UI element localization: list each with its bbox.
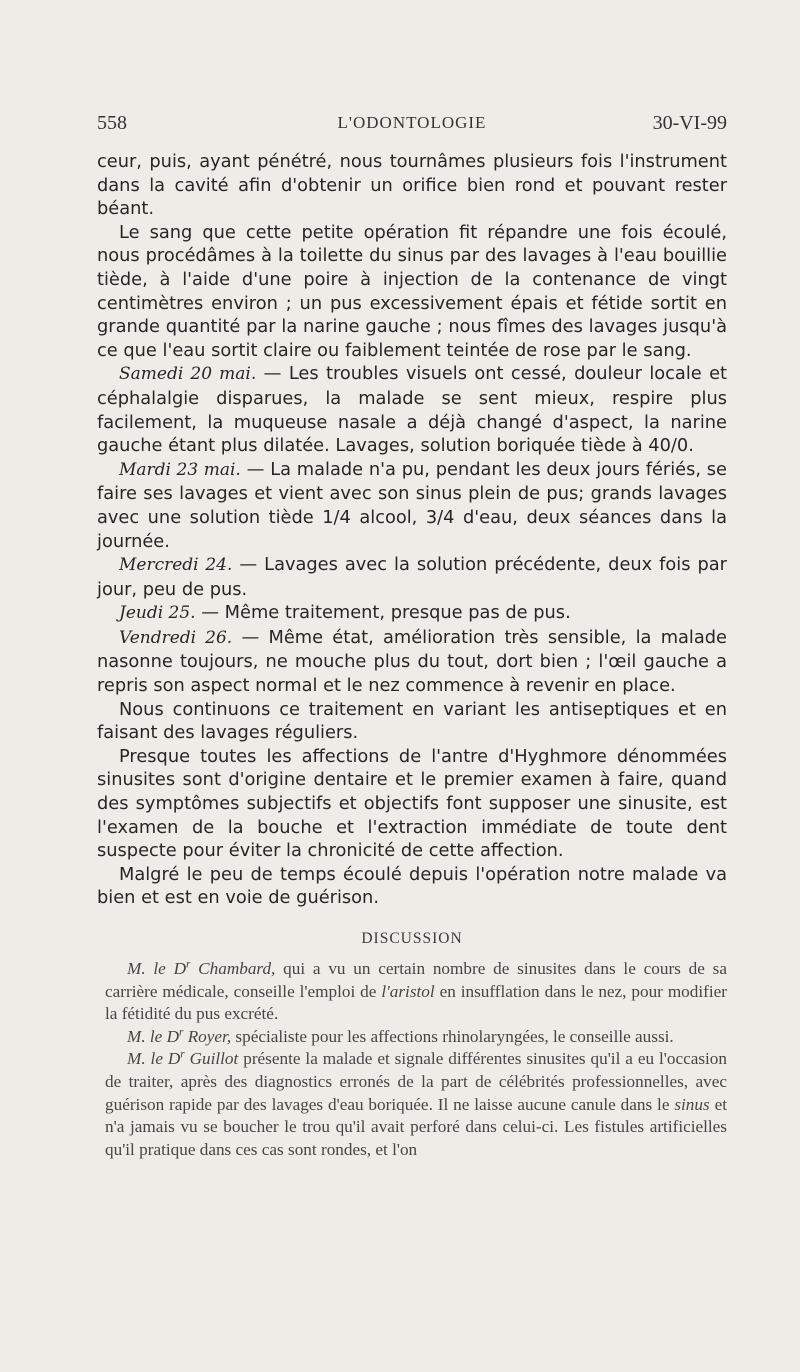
day-heading: Jeudi 25. <box>119 603 196 624</box>
paragraph: Malgré le peu de temps écoulé depuis l'opération notre malade va bien et est en voie de guérison. <box>97 863 727 909</box>
paragraph <box>97 458 727 553</box>
paragraph: Presque toutes les affections de l'antre d'Hyghmore dénommées sinusites sont d'origine dentaire et le premier examen à faire, quand des symptômes subjectifs et objectifs font supposer une sinusite, est l'examen de la bouche et l'extraction immédiate de toute dent suspecte pour éviter la chronicité de cette affection. <box>97 745 727 862</box>
paragraph-text: et n'a jamais vu se boucher le trou qu'il avait perforé dans celui-ci. Les fistules artificielles qu'il pratique dans ces cas sont rondes, et l'on <box>105 1094 727 1159</box>
discussion-paragraph <box>105 1026 727 1049</box>
paragraph-text: — Lavages avec la solution précédente, deux fois par jour, peu de pus. <box>97 554 727 600</box>
superscript: r <box>180 1048 185 1061</box>
section-heading: DISCUSSION <box>361 930 463 947</box>
speaker-name: Chambard, <box>190 959 276 978</box>
day-heading: Vendredi 26. <box>119 627 233 648</box>
paragraph <box>97 626 727 698</box>
discussion-text <box>105 958 727 1161</box>
paragraph <box>97 362 727 457</box>
main-text <box>97 150 727 910</box>
journal-title: L'ODONTOLOGIE <box>337 113 487 132</box>
speaker-name: Royer, <box>183 1026 232 1046</box>
superscript: r <box>186 958 191 971</box>
superscript: r <box>179 1026 184 1039</box>
day-heading: Samedi 20 mai. <box>119 364 257 385</box>
paragraph <box>97 553 727 601</box>
page-number: 558 <box>97 112 127 134</box>
day-heading: Mardi 23 mai. <box>119 459 241 480</box>
paragraph-text: en insufflation dans le nez, pour modifier la fétidité du pus excrété. <box>105 981 727 1024</box>
discussion-paragraph <box>105 1048 727 1161</box>
speaker-title: M. le D <box>127 1026 180 1046</box>
speaker-name: Guillot <box>184 1049 239 1069</box>
paragraph: Le sang que cette petite opération fit répandre une fois écoulé, nous procédâmes à la toilette du sinus par des lavages à l'eau bouillie tiède, à l'aide d'une poire à injection de la contenance de vingt centimètres environ ; un pus excessivement épais et fétide sortit en grande quantité par la narine gauche ; nous fîmes des lavages jusqu'à ce que l'eau sortit claire ou faiblement teintée de rose par le sang. <box>97 221 727 361</box>
paragraph: Nous continuons ce traitement en variant les antiseptiques et en faisant des lavages réguliers. <box>97 698 727 744</box>
italic-term: sinus <box>674 1094 710 1114</box>
paragraph-text: — Même traitement, presque pas de pus. <box>195 602 571 624</box>
paragraph-text: qui a vu un certain nombre de sinusites dans le cours de sa carrière médicale, conseille l'emploi de <box>105 959 727 1001</box>
paragraph <box>97 601 727 626</box>
paragraph-text: spécialiste pour les affections rhinolaryngées, le conseille aussi. <box>231 1026 674 1046</box>
day-heading: Mercredi 24. <box>119 555 233 576</box>
italic-term: l'aristol <box>381 981 435 1001</box>
speaker-title: M. le D <box>127 1049 181 1069</box>
running-header <box>97 112 727 142</box>
paragraph-text: — Les troubles visuels ont cessé, douleur locale et céphalalgie disparues, la malade se sent mieux, respire plus facilement, la muqueuse nasale a déjà changé d'aspect, la narine gauche étant plus dilatée. Lavages, solution boriquée tiède à 40/0. <box>97 363 727 457</box>
discussion-paragraph <box>105 958 727 1026</box>
issue-date: 30-VI-99 <box>652 112 727 134</box>
paragraph-text: — La malade n'a pu, pendant les deux jours fériés, se faire ses lavages et vient avec son sinus plein de pus; grands lavages avec une solution tiède 1/4 alcool, 3/4 d'eau, deux séances dans la journée. <box>97 458 727 552</box>
paragraph-text: — Même état, amélioration très sensible, la malade nasonne toujours, ne mouche plus du tout, dort bien ; l'œil gauche a repris son aspect normal et le nez commence à revenir en place. <box>97 626 727 697</box>
paragraph: ceur, puis, ayant pénétré, nous tournâmes plusieurs fois l'instrument dans la cavité afin d'obtenir un orifice bien rond et pouvant rester béant. <box>97 151 727 220</box>
paragraph-text: présente la malade et signale différentes sinusites qu'il a eu l'occasion de traiter, après des diagnostics erronés de la part de célébrités professionnelles, avec guérison rapide par des lavages d'eau boriquée. Il ne laisse aucune canule dans le <box>105 1049 727 1114</box>
speaker-title: M. le D <box>127 959 187 978</box>
